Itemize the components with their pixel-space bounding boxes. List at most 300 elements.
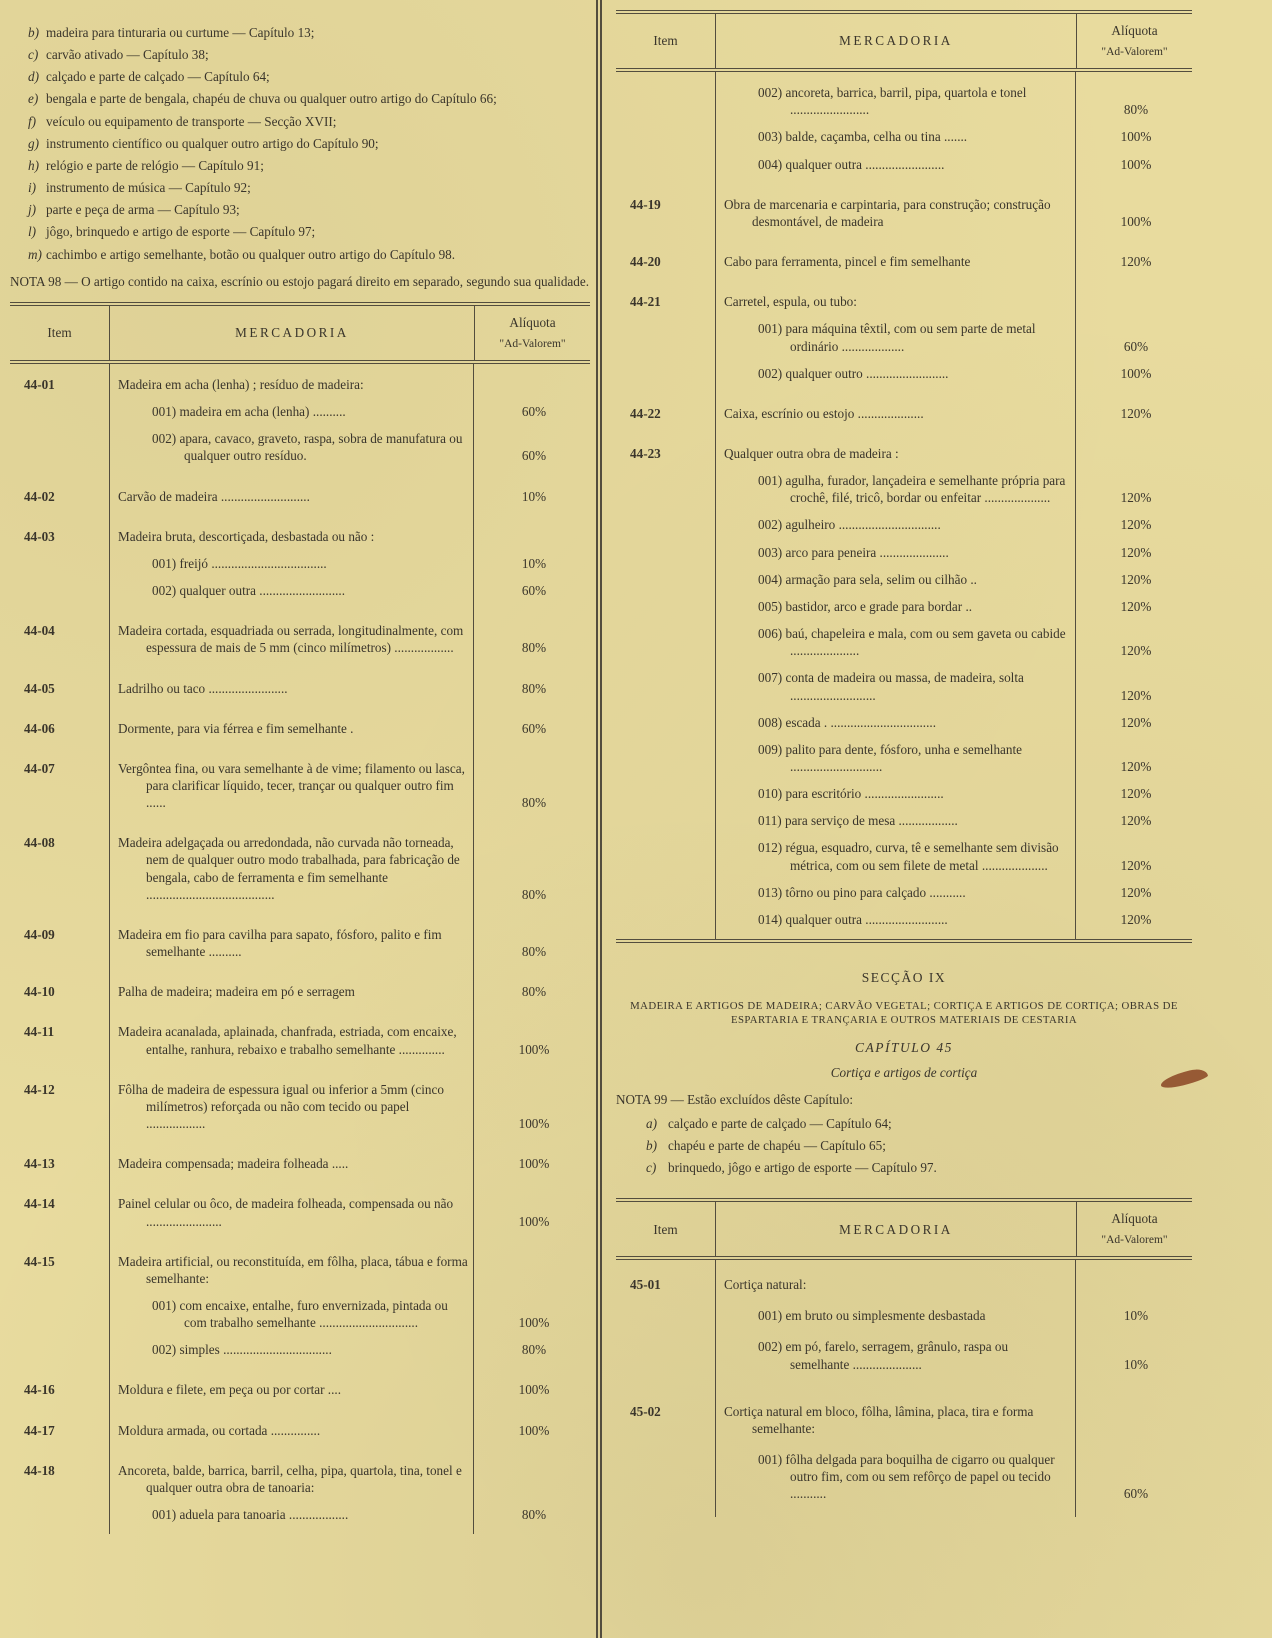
- entry-block: [118, 1422, 590, 1439]
- rate-value: 60%: [521, 583, 547, 599]
- entry-block: [118, 720, 590, 737]
- entry-block: [724, 1276, 1192, 1293]
- rate-value: 60%: [1123, 1486, 1149, 1502]
- mercadoria-text: Painel celular ou ôco, de madeira folheada, compensada ou não .......................: [118, 1196, 454, 1229]
- exclusion-letter: j): [28, 202, 37, 218]
- exclusion-text: calçado e parte de calçado — Capítulo 64;: [46, 69, 270, 85]
- mercadoria-text: Vergôntea fina, ou vara semelhante à de vime; filamento ou lasca, para clarificar líquido, tecer, trançar ou qualquer outro fim ......: [118, 760, 465, 811]
- mercadoria-text: Cabo para ferramenta, pincel e fim semelhante: [724, 254, 971, 270]
- entry-block: [118, 983, 590, 1000]
- row-content: [110, 668, 590, 708]
- entry-block: [118, 376, 590, 393]
- mercadoria-text: Madeira artificial, ou reconstituída, em fôlha, placa, tábua e forma semelhante:: [118, 1253, 468, 1286]
- exclusion-item: [10, 157, 590, 174]
- mercadoria-text: 002) apara, cavaco, graveto, raspa, sobra de manufatura ou qualquer outro resíduo.: [152, 431, 463, 464]
- rate-value: 120%: [1120, 857, 1152, 873]
- header-aliquota: [1076, 1202, 1192, 1256]
- rate-value: 100%: [1120, 213, 1152, 229]
- table-header: [616, 1202, 1192, 1260]
- item-code: 44-11: [10, 1011, 110, 1068]
- mercadoria-text: Madeira cortada, esquadriada ou serrada, longitudinalmente, com espessura de mais de 5 mm (cinco milímetros) ..................: [118, 623, 464, 656]
- item-code: 44-14: [10, 1183, 110, 1240]
- exclusion-text: instrumento científico ou qualquer outro artigo do Capítulo 90;: [46, 135, 379, 151]
- exclusion-letter: f): [28, 113, 37, 129]
- mercadoria-text: Madeira em acha (lenha) ; resíduo de madeira:: [118, 376, 364, 392]
- table-row: [10, 1183, 590, 1240]
- row-content: [110, 1241, 590, 1370]
- item-code: 44-20: [616, 241, 716, 281]
- right-column: [602, 0, 1272, 1638]
- rate-value: 60%: [521, 404, 547, 420]
- table-row: [10, 1069, 590, 1143]
- mercadoria-text: Obra de marcenaria e carpintaria, para construção; construção desmontável, de madeira: [724, 196, 1051, 229]
- entry-block: [724, 839, 1192, 873]
- entry-block: [118, 1253, 590, 1287]
- entry-block: [118, 582, 590, 599]
- mercadoria-text: 002) agulheiro ...............................: [758, 517, 941, 533]
- header-item: Item: [616, 1202, 716, 1256]
- row-content: [110, 1450, 590, 1534]
- rate-value: 10%: [521, 488, 547, 504]
- mercadoria-text: 003) arco para peneira .....................: [758, 544, 949, 560]
- chapter-heading: CAPÍTULO 45: [855, 1039, 953, 1055]
- mercadoria-text: Dormente, para via férrea e fim semelhante .: [118, 720, 354, 736]
- header-aliquota-line2: "Ad-Valorem": [1101, 1234, 1168, 1247]
- entry-block: [724, 812, 1192, 829]
- exclusion-letter: g): [28, 135, 39, 151]
- mercadoria-text: Carretel, espula, ou tubo:: [724, 294, 857, 310]
- exclusion-letter: c): [28, 47, 39, 63]
- entry-block: [724, 320, 1192, 354]
- entry-block: [118, 1155, 590, 1172]
- mercadoria-text: 010) para escritório ........................: [758, 786, 944, 802]
- mercadoria-text: Ancoreta, balde, barrica, barril, celha, pipa, quartola, tina, tonel e qualquer outra obra de tanoaria:: [118, 1462, 462, 1495]
- mercadoria-text: 002) qualquer outra ..........................: [152, 583, 346, 599]
- row-content: [110, 1183, 590, 1240]
- entry-block: [118, 1506, 590, 1523]
- exclusion-item: [10, 201, 590, 218]
- item-code: 44-21: [616, 281, 716, 393]
- rate-value: 80%: [521, 795, 547, 811]
- entry-block: [724, 714, 1192, 731]
- entry-block: [724, 785, 1192, 802]
- mercadoria-text: Madeira em fio para cavilha para sapato, fósforo, palito e fim semelhante ..........: [118, 926, 442, 960]
- row-content: [110, 516, 590, 610]
- exclusion-text: veículo ou equipamento de transporte — Secção XVII;: [46, 113, 337, 129]
- table-row: [10, 1011, 590, 1068]
- entry-block: [724, 293, 1192, 310]
- row-content: [716, 72, 1192, 184]
- section-ix: [616, 969, 1192, 1176]
- section-subtitle: MADEIRA E ARTIGOS DE MADEIRA; CARVÃO VEGETAL; CORTIÇA E ARTIGOS DE CORTIÇA; OBRAS DE ESPARTARIA E TRANÇARIA E OUTROS MATERIAIS DE CESTARIA: [630, 999, 1178, 1026]
- table-row: [10, 748, 590, 822]
- header-mercadoria: MERCADORIA: [839, 1221, 953, 1237]
- row-content: [110, 1410, 590, 1450]
- table-header: [616, 14, 1192, 72]
- rate-value: 120%: [1120, 813, 1152, 829]
- table-row: [10, 822, 590, 914]
- row-content: [110, 1143, 590, 1183]
- section-title: SECÇÃO IX: [861, 970, 947, 986]
- mercadoria-text: 001) agulha, furador, lançadeira e semelhante própria para crochê, filé, tricô, bordar ou enfeitar ....................: [758, 473, 1066, 506]
- rate-value: 120%: [1120, 643, 1152, 659]
- row-content: [110, 476, 590, 516]
- item-code: 44-23: [616, 433, 716, 939]
- table-row: [616, 393, 1192, 433]
- entry-block: [724, 1338, 1192, 1372]
- item-code: 44-08: [10, 822, 110, 914]
- entry-block: [118, 528, 590, 545]
- exclusion-text: instrumento de música — Capítulo 92;: [46, 180, 251, 196]
- exclusion-text: bengala e parte de bengala, chapéu de chuva ou qualquer outro artigo do Capítulo 66;: [46, 91, 497, 107]
- rate-value: 120%: [1120, 571, 1152, 587]
- entry-block: [724, 253, 1192, 270]
- item-code: 45-02: [616, 1387, 716, 1517]
- rate-value: 100%: [518, 1041, 550, 1057]
- rate-value: 120%: [1120, 517, 1152, 533]
- rate-value: 100%: [518, 1213, 550, 1229]
- exclusion-letter: b): [646, 1137, 657, 1153]
- rate-value: 120%: [1120, 544, 1152, 560]
- entry-block: [724, 128, 1192, 145]
- rate-value: 10%: [521, 555, 547, 571]
- mercadoria-text: Madeira bruta, descortiçada, desbastada ou não :: [118, 528, 375, 544]
- table-row: [616, 72, 1192, 184]
- mercadoria-text: Moldura armada, ou cortada ...............: [118, 1422, 321, 1438]
- mercadoria-text: 005) bastidor, arco e grade para bordar ..: [758, 598, 973, 614]
- entry-block: [118, 488, 590, 505]
- mercadoria-text: 001) fôlha delgada para boquilha de cigarro ou qualquer outro fim, com ou sem refôrço de papel ou tecido ...........: [758, 1452, 1055, 1502]
- item-code: 44-10: [10, 971, 110, 1011]
- rate-value: 120%: [1120, 911, 1152, 927]
- mercadoria-text: Cortiça natural em bloco, fôlha, lâmina, placa, tira e forma semelhante:: [724, 1403, 1034, 1436]
- row-content: [110, 748, 590, 822]
- exclusion-letter: l): [28, 224, 37, 240]
- tariff-table-right-bottom: [616, 1198, 1192, 1517]
- exclusion-text: brinquedo, jôgo e artigo de esporte — Capítulo 97.: [668, 1159, 937, 1175]
- mercadoria-text: 009) palito para dente, fósforo, unha e semelhante ............................: [758, 741, 1023, 774]
- chapter-exclusions-list: [10, 24, 590, 263]
- nota-98: NOTA 98 — O artigo contido na caixa, escrínio ou estojo pagará direito em separado, segundo sua qualidade.: [10, 273, 590, 289]
- entry-block: [724, 365, 1192, 382]
- exclusion-text: parte e peça de arma — Capítulo 93;: [46, 202, 240, 218]
- row-content: [716, 433, 1192, 939]
- row-content: [110, 971, 590, 1011]
- table-row: [10, 610, 590, 667]
- entry-block: [118, 1195, 590, 1229]
- item-code: 44-04: [10, 610, 110, 667]
- entry-block: [118, 1381, 590, 1398]
- row-content: [110, 1369, 590, 1409]
- mercadoria-text: Moldura e filete, em peça ou por cortar ....: [118, 1382, 341, 1398]
- entry-block: [118, 1462, 590, 1496]
- entry-block: [724, 156, 1192, 173]
- entry-block: [118, 1023, 590, 1057]
- rate-value: 120%: [1120, 714, 1152, 730]
- entry-block: [724, 516, 1192, 533]
- exclusion-text: chapéu e parte de chapéu — Capítulo 65;: [668, 1137, 886, 1153]
- entry-block: [118, 680, 590, 697]
- left-column: [0, 0, 596, 1638]
- table-header: [10, 306, 590, 364]
- item-code: 44-03: [10, 516, 110, 610]
- rate-value: 120%: [1120, 598, 1152, 614]
- exclusion-item: [10, 135, 590, 152]
- header-aliquota-line1: Alíquota: [1111, 23, 1158, 38]
- nota-99: NOTA 99 — Estão excluídos dêste Capítulo:: [616, 1092, 854, 1108]
- row-content: [716, 241, 1192, 281]
- entry-block: [724, 911, 1192, 928]
- exclusion-item: [10, 223, 590, 240]
- rate-value: 100%: [518, 1116, 550, 1132]
- exclusion-item: [10, 90, 590, 107]
- mercadoria-text: 012) régua, esquadro, curva, tê e semelhante sem divisão métrica, com ou sem filete de metal ....................: [758, 840, 1059, 873]
- header-mercadoria: MERCADORIA: [235, 325, 349, 341]
- item-code: 44-15: [10, 1241, 110, 1370]
- table-body: [10, 364, 590, 1534]
- row-content: [716, 1260, 1192, 1387]
- exclusion-item: [10, 46, 590, 63]
- table-row: [10, 516, 590, 610]
- mercadoria-text: 004) armação para sela, selim ou cilhão ..: [758, 571, 977, 587]
- rate-value: 100%: [518, 1382, 550, 1398]
- entry-block: [724, 405, 1192, 422]
- item-code: 44-09: [10, 914, 110, 971]
- entry-block: [118, 760, 590, 811]
- row-content: [110, 610, 590, 667]
- header-aliquota-line1: Alíquota: [509, 314, 556, 330]
- mercadoria-text: Palha de madeira; madeira em pó e serragem: [118, 984, 355, 1000]
- rate-value: 80%: [521, 1507, 547, 1523]
- exclusion-text: relógio e parte de relógio — Capítulo 91;: [46, 157, 264, 173]
- exclusion-item: [10, 246, 590, 263]
- mercadoria-text: Ladrilho ou taco ........................: [118, 680, 288, 696]
- rate-value: 120%: [1120, 254, 1152, 270]
- table-row: [616, 184, 1192, 241]
- table-body: [616, 1260, 1192, 1516]
- item-code: 44-05: [10, 668, 110, 708]
- exclusion-text: calçado e parte de calçado — Capítulo 64;: [668, 1115, 892, 1131]
- row-content: [110, 914, 590, 971]
- header-aliquota-line2: "Ad-Valorem": [1101, 46, 1168, 59]
- table-body: [616, 72, 1192, 939]
- table-row: [616, 1387, 1192, 1517]
- header-aliquota-line1: Alíquota: [1111, 1211, 1158, 1227]
- entry-block: [118, 622, 590, 656]
- table-row: [10, 914, 590, 971]
- rate-value: 80%: [521, 984, 547, 1000]
- rate-value: 100%: [518, 1422, 550, 1438]
- header-aliquota: [474, 306, 590, 360]
- entry-block: [724, 884, 1192, 901]
- table-row: [10, 971, 590, 1011]
- table-row: [10, 1450, 590, 1534]
- mercadoria-text: 001) aduela para tanoaria ..................: [152, 1507, 349, 1523]
- table-row: [10, 1143, 590, 1183]
- item-code: 44-07: [10, 748, 110, 822]
- item-code: 44-02: [10, 476, 110, 516]
- mercadoria-text: 002) qualquer outro .........................: [758, 365, 949, 381]
- exclusion-letter: c): [646, 1159, 657, 1175]
- mercadoria-text: 002) em pó, farelo, serragem, grânulo, raspa ou semelhante .....................: [758, 1339, 1009, 1372]
- exclusion-letter: h): [28, 157, 39, 173]
- rate-value: 60%: [521, 720, 547, 736]
- mercadoria-text: 001) madeira em acha (lenha) ..........: [152, 404, 346, 420]
- rate-value: 80%: [521, 1342, 547, 1358]
- entry-block: [724, 544, 1192, 561]
- row-content: [716, 393, 1192, 433]
- entry-block: [724, 741, 1192, 775]
- mercadoria-text: Madeira acanalada, aplainada, chanfrada, estriada, com encaixe, entalhe, ranhura, rebaixo e trabalho semelhante ..............: [118, 1024, 457, 1057]
- mercadoria-text: Madeira compensada; madeira folheada .....: [118, 1156, 349, 1172]
- row-content: [716, 1387, 1192, 1517]
- mercadoria-text: 001) com encaixe, entalhe, furo envernizada, pintada ou com trabalho semelhante ..............................: [152, 1297, 448, 1331]
- exclusion-item: [616, 1137, 1192, 1154]
- rate-value: 80%: [521, 944, 547, 960]
- table-row: [616, 281, 1192, 393]
- entry-block: [724, 598, 1192, 615]
- exclusion-letter: m): [28, 246, 42, 262]
- table-row: [10, 1369, 590, 1409]
- exclusion-text: madeira para tinturaria ou curtume — Capítulo 13;: [46, 25, 315, 40]
- entry-block: [118, 430, 590, 464]
- rate-value: 80%: [521, 640, 547, 656]
- row-content: [716, 184, 1192, 241]
- table-row: [10, 364, 590, 476]
- mercadoria-text: Madeira adelgaçada ou arredondada, não curvada não torneada, nem de qualquer outro modo trabalhada, para fabricação de bengala, cabo de ferramenta e fim semelhante .......................................: [118, 835, 460, 902]
- rate-value: 10%: [1123, 1308, 1149, 1324]
- row-content: [110, 364, 590, 476]
- mercadoria-text: 003) balde, caçamba, celha ou tina .......: [758, 129, 968, 145]
- mercadoria-text: 004) qualquer outra ........................: [758, 156, 945, 172]
- rate-value: 120%: [1120, 884, 1152, 900]
- entry-block: [724, 472, 1192, 506]
- tariff-table-left: [10, 302, 590, 1534]
- header-item: Item: [616, 14, 716, 68]
- mercadoria-text: Caixa, escrínio ou estojo ....................: [724, 405, 924, 421]
- entry-block: [724, 1451, 1192, 1502]
- mercadoria-text: 001) freijó ...................................: [152, 555, 327, 571]
- mercadoria-text: 006) baú, chapeleira e mala, com ou sem gaveta ou cabide .....................: [758, 626, 1066, 659]
- table-row: [10, 708, 590, 748]
- table-row: [10, 1410, 590, 1450]
- mercadoria-text: 008) escada . ................................: [758, 714, 936, 730]
- item-code: 44-12: [10, 1069, 110, 1143]
- rate-value: 100%: [1120, 156, 1152, 172]
- rate-value: 10%: [1123, 1356, 1149, 1372]
- rate-value: 120%: [1120, 687, 1152, 703]
- entry-block: [724, 625, 1192, 659]
- rate-value: 60%: [1123, 338, 1149, 354]
- chapter-subtitle: Cortiça e artigos de cortiça: [830, 1065, 978, 1081]
- mercadoria-text: 002) ancoreta, barrica, barril, pipa, quartola e tonel ........................: [758, 85, 1027, 118]
- mercadoria-text: 001) para máquina têxtil, com ou sem parte de metal ordinário ...................: [758, 321, 1036, 354]
- entry-block: [118, 403, 590, 420]
- entry-block: [118, 1081, 590, 1132]
- table-row: [616, 241, 1192, 281]
- entry-block: [118, 1297, 590, 1331]
- item-code: 44-19: [616, 184, 716, 241]
- rate-value: 120%: [1120, 490, 1152, 506]
- row-content: [110, 1011, 590, 1068]
- mercadoria-text: 011) para serviço de mesa ..................: [758, 813, 958, 829]
- row-content: [110, 822, 590, 914]
- exclusion-item: [10, 24, 590, 41]
- item-code: [616, 72, 716, 184]
- exclusion-text: carvão ativado — Capítulo 38;: [46, 47, 209, 63]
- item-code: 44-18: [10, 1450, 110, 1534]
- exclusion-letter: e): [28, 91, 39, 107]
- row-content: [110, 708, 590, 748]
- mercadoria-text: 007) conta de madeira ou massa, de madeira, solta ..........................: [758, 670, 1024, 703]
- table-row: [10, 476, 590, 516]
- rate-value: 100%: [518, 1315, 550, 1331]
- exclusion-item: [10, 179, 590, 196]
- item-code: 44-22: [616, 393, 716, 433]
- item-code: 44-17: [10, 1410, 110, 1450]
- entry-block: [724, 1403, 1192, 1437]
- rate-value: 100%: [518, 1156, 550, 1172]
- entry-block: [724, 196, 1192, 230]
- row-content: [716, 281, 1192, 393]
- mercadoria-text: 001) em bruto ou simplesmente desbastada: [758, 1308, 986, 1324]
- item-code: 44-01: [10, 364, 110, 476]
- mercadoria-text: Qualquer outra obra de madeira :: [724, 445, 899, 461]
- item-code: 45-01: [616, 1260, 716, 1387]
- mercadoria-text: 014) qualquer outra .........................: [758, 911, 948, 927]
- rate-value: 120%: [1120, 405, 1152, 421]
- header-aliquota-line2: "Ad-Valorem": [499, 338, 566, 351]
- entry-block: [118, 555, 590, 572]
- mercadoria-text: Cortiça natural:: [724, 1277, 807, 1293]
- entry-block: [118, 926, 590, 960]
- entry-block: [724, 669, 1192, 703]
- rate-value: 80%: [521, 680, 547, 696]
- rate-value: 120%: [1120, 759, 1152, 774]
- header-aliquota: [1076, 14, 1192, 68]
- table-row: [10, 668, 590, 708]
- exclusion-letter: a): [646, 1115, 657, 1131]
- entry-block: [724, 84, 1192, 118]
- rate-value: 60%: [521, 448, 547, 464]
- entry-block: [724, 1307, 1192, 1324]
- tariff-table-right-top: [616, 10, 1192, 943]
- nota-99-exclusions: [616, 1115, 1192, 1176]
- header-mercadoria: MERCADORIA: [839, 33, 953, 49]
- exclusion-letter: i): [28, 180, 37, 196]
- row-content: [110, 1069, 590, 1143]
- exclusion-item: [10, 68, 590, 85]
- exclusion-letter: b): [28, 25, 39, 40]
- rate-value: 80%: [521, 886, 547, 902]
- entry-block: [118, 834, 590, 903]
- exclusion-text: jôgo, brinquedo e artigo de esporte — Capítulo 97;: [46, 224, 316, 240]
- item-code: 44-06: [10, 708, 110, 748]
- table-row: [616, 433, 1192, 939]
- mercadoria-text: 002) simples .................................: [152, 1342, 332, 1358]
- rate-value: 120%: [1120, 786, 1152, 802]
- mercadoria-text: Carvão de madeira ...........................: [118, 488, 310, 504]
- rate-value: 80%: [1123, 102, 1149, 118]
- entry-block: [724, 445, 1192, 462]
- header-item: Item: [10, 306, 110, 360]
- exclusion-item: [616, 1159, 1192, 1176]
- exclusion-item: [616, 1115, 1192, 1132]
- exclusion-text: cachimbo e artigo semelhante, botão ou qualquer outro artigo do Capítulo 98.: [46, 246, 456, 262]
- entry-block: [724, 571, 1192, 588]
- item-code: 44-16: [10, 1369, 110, 1409]
- table-row: [10, 1241, 590, 1370]
